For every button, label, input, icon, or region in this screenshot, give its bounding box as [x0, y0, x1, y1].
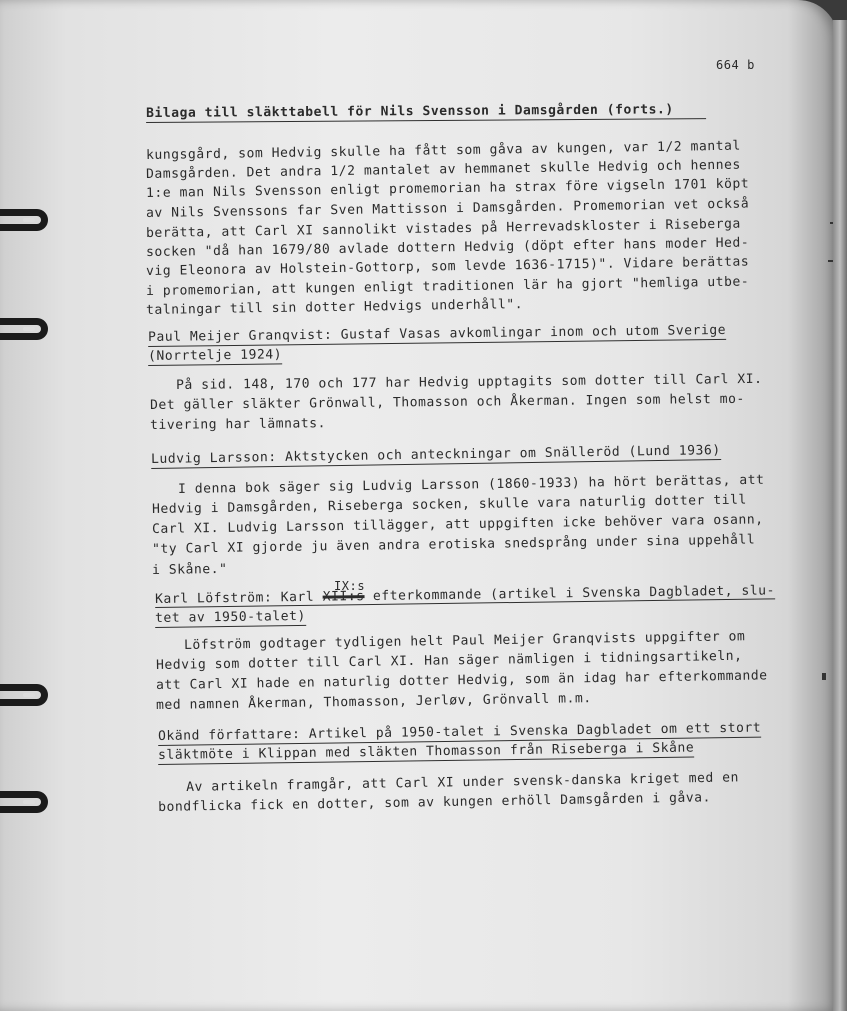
section-heading	[155, 583, 775, 608]
intro-line: socken "då han 1679/80 avlade dottern Hedvig (döpt efter hans moder Hed-	[146, 235, 750, 260]
section-body-line: att Carl XI hade en naturlig dotter Hedvig, som än idag har efterkommande	[156, 668, 768, 693]
section-body-line: bondflicka fick en dotter, som av kungen erhöll Damsgården i gåva.	[158, 790, 712, 815]
struck-text: XII:s	[322, 589, 365, 605]
heading-text: efterkommande (artikel i Svenska Dagbladet, slu-	[372, 583, 776, 604]
section-body-line: Hedvig som dotter till Carl XI. Han säger nämligen i tidningsartikeln,	[156, 648, 743, 673]
section-body-line: Av artikeln framgår, att Carl XI under svensk-danska kriget med en	[186, 770, 740, 795]
binder-ring-icon	[0, 209, 48, 231]
intro-line: berätta, att Carl XI sannolikt vistades på Herrevadskloster i Riseberga	[146, 216, 741, 241]
page-number: 664 b	[716, 58, 755, 72]
section-body-line: På sid. 148, 170 och 177 har Hedvig upptagits som dotter till Carl XI.	[176, 371, 763, 393]
section-heading: tet av 1950-talet)	[155, 608, 306, 626]
section-heading: Paul Meijer Granqvist: Gustaf Vasas avkomlingar inom och utom Sverige	[148, 322, 727, 345]
section-body-line: Carl XI. Ludvig Larsson tillägger, att uppgiften icke behöver vara osann,	[152, 512, 764, 537]
section-heading: släktmöte i Klippan med släkten Thomasson från Riseberga i Skåne	[158, 740, 695, 763]
section-body-line: med namnen Åkerman, Thomasson, Jerløv, Grönvall m.m.	[156, 691, 592, 713]
heading-text: Karl Löfström: Karl	[155, 589, 315, 607]
intro-line: i promemorian, att kungen enligt traditionen lär ha gjort "hemliga utbe-	[146, 274, 750, 299]
section-body-line: Löfström godtager tydligen helt Paul Meijer Granqvists uppgifter om	[184, 629, 746, 653]
section-body-line: Hedvig i Damsgården, Riseberga socken, skulle vara naturlig dotter till	[152, 492, 747, 517]
intro-line: talningar till sin dotter Hedvigs underhåll".	[146, 297, 524, 318]
intro-line: av Nils Svenssons far Sven Mattisson i Damsgården. Promemorian vet också	[146, 196, 750, 221]
binder-ring-icon	[0, 318, 48, 340]
document-header: Bilaga till släkttabell för Nils Svensson i Damsgården (forts.)	[146, 102, 706, 123]
intro-line: kungsgård, som Hedvig skulle ha fått som gåva av kungen, var 1/2 mantal	[146, 138, 741, 163]
section-body-line: Det gäller släkter Grönwall, Thomasson och Åkerman. Ingen som helst mo-	[150, 391, 745, 413]
margin-tick	[822, 673, 826, 680]
handwritten-insert: IX:s	[334, 579, 366, 593]
page-edge	[833, 20, 847, 1011]
section-heading: Ludvig Larsson: Aktstycken och anteckningar om Snälleröd (Lund 1936)	[151, 443, 721, 467]
intro-line: vig Eleonora av Holstein-Gottorp, som levde 1636-1715)". Vidare berättas	[146, 254, 750, 279]
section-body-line: tivering har lämnats.	[150, 416, 327, 433]
section-body-line: I denna bok säger sig Ludvig Larsson (1860-1933) ha hört berättas, att	[178, 472, 765, 497]
intro-line: Damsgården. Det andra 1/2 mantalet av hemmanet skulle Hedvig och hennes	[146, 157, 741, 182]
section-heading: (Norrtelje 1924)	[148, 347, 283, 364]
section-body-line: "ty Carl XI gjorde ju även andra erotiska snedsprång under sina uppehåll	[152, 532, 756, 557]
section-heading: Okänd författare: Artikel på 1950-talet i Svenska Dagbladet om ett stort	[158, 720, 762, 744]
intro-line: 1:e man Nils Svensson enligt promemorian ha strax före vigseln 1701 köpt	[146, 176, 750, 201]
binder-ring-icon	[0, 791, 48, 813]
binder-ring-icon	[0, 684, 48, 706]
section-body-line: i Skåne."	[152, 561, 228, 578]
